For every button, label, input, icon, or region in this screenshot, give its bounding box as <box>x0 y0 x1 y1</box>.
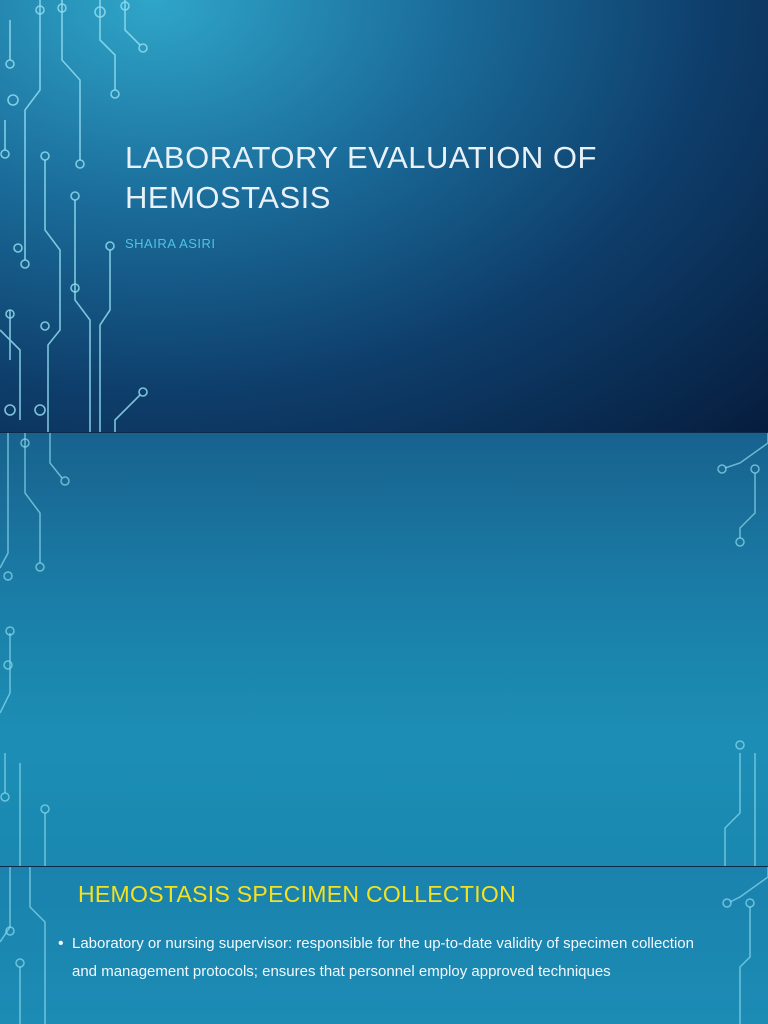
circuit-decoration-right-icon <box>705 867 768 1024</box>
author-subtitle: SHAIRA ASIRI <box>125 236 216 251</box>
circuit-decoration-left-icon <box>0 433 70 866</box>
title-slide <box>0 0 768 432</box>
title-line-1: LABORATORY EVALUATION OF <box>125 140 597 175</box>
circuit-decoration-left-icon <box>0 867 60 1024</box>
slide-title <box>125 138 597 218</box>
slide-heading: HEMOSTASIS SPECIMEN COLLECTION <box>78 881 516 907</box>
circuit-decoration-right-icon <box>700 433 768 866</box>
bullet-text: Laboratory or nursing supervisor: responsible for the up-to-date validity of specimen collection and management protocols; ensures that personnel employ approved techniques <box>72 935 694 980</box>
bullet-dot-icon: • <box>58 935 64 952</box>
outline-slide <box>0 433 768 866</box>
specimen-collection-slide <box>0 867 768 1024</box>
bullet-item <box>58 930 708 986</box>
title-line-2: HEMOSTASIS <box>125 180 331 215</box>
